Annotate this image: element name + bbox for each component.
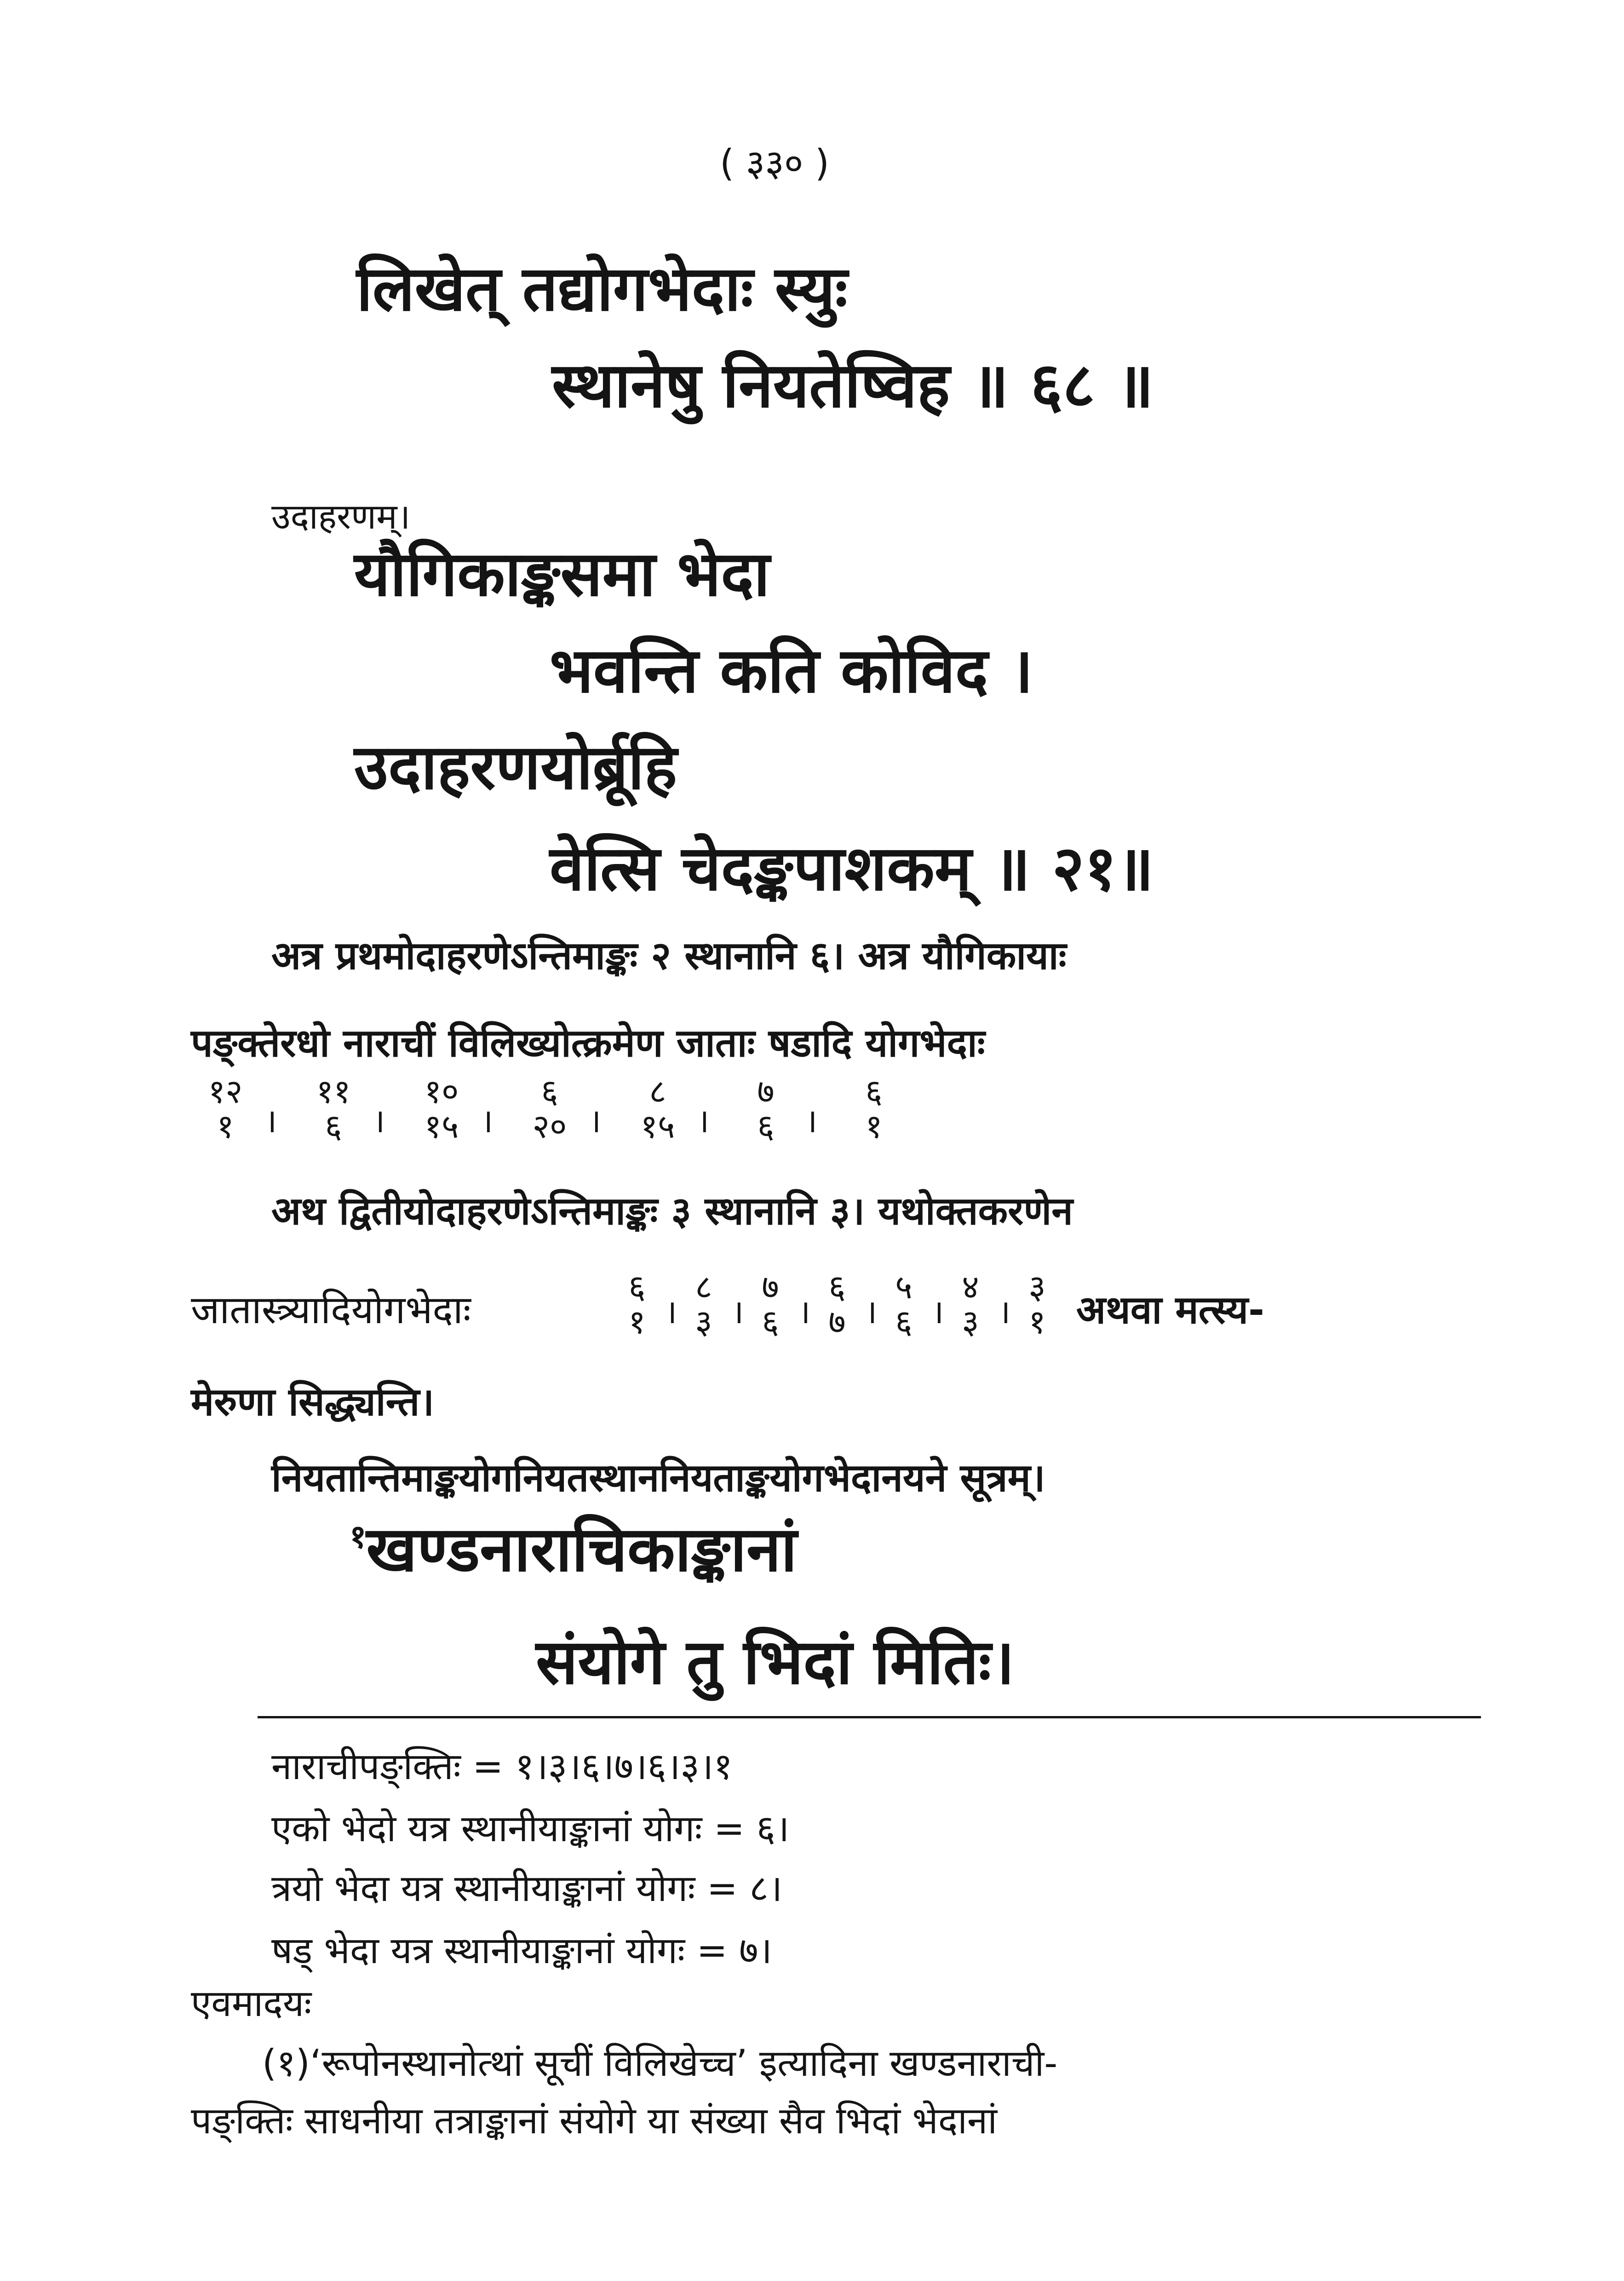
verse2-line4: वेत्सि चेदङ्कपाशकम् ॥ २१॥ [550, 832, 1154, 904]
fraction: ११ ६ [316, 1072, 351, 1146]
verse2-line2: भवन्ति कति कोविद । [550, 634, 1033, 707]
fraction: १० १५ [424, 1072, 459, 1146]
fraction: ६ १ [865, 1072, 883, 1146]
sutra-heading: नियतान्तिमाङ्कयोगनियतस्थाननियताङ्कयोगभेदानयने सूत्रम्। [271, 1455, 1045, 1500]
footnote-divider [258, 1716, 1481, 1718]
verse2-line1: यौगिकाङ्कसमा भेदा [354, 538, 770, 610]
fraction: ८ १५ [640, 1072, 675, 1146]
verse3-line1: $^१$खण्डनाराचिकाङ्कानां [350, 1513, 797, 1585]
para2-line1: अथ द्वितीयोदाहरणेऽन्तिमाङ्कः ३ स्थानानि ३। यथोक्तकरणेन [271, 1188, 1073, 1233]
notes-line5: एवमादयः [191, 1982, 312, 2025]
para1-line1: अत्र प्रथमोदाहरणेऽन्तिमाङ्कः २ स्थानानि ६। अत्र यौगिकायाः [271, 933, 1067, 978]
para1-line2: पङ्क्तेरधो नाराचीं विलिख्योत्क्रमेण जाताः षडादि योगभेदाः [191, 1020, 985, 1066]
fraction: ७ ६ [757, 1072, 775, 1146]
footnote-line2: पङ्क्तिः साधनीया तत्राङ्कानां संयोगे या संख्या सैव भिदां भेदानां [191, 2099, 998, 2142]
para2-line2-prefix: जातास्त्र्यादियोगभेदाः [191, 1287, 471, 1332]
fraction: ८ ३ [695, 1267, 712, 1341]
fraction: ३ १ [1028, 1267, 1046, 1341]
verse1-line1: लिखेत् तद्योगभेदाः स्युः [356, 253, 848, 325]
fraction: ६ ७ [828, 1267, 846, 1341]
page-number: ( ३३० ) [720, 142, 830, 184]
fraction: ४ ३ [962, 1267, 979, 1341]
fraction: ६ १ [628, 1267, 646, 1341]
fraction: ७ ६ [762, 1267, 779, 1341]
fraction: ५ ६ [895, 1267, 912, 1341]
notes-line3: त्रयो भेदा यत्र स्थानीयाङ्कानां योगः = ८। [271, 1867, 783, 1910]
notes-line1: नाराचीपङ्क्तिः = १।३।६।७।६।३।१ [271, 1745, 733, 1788]
example-label: उदाहरणम्। [271, 496, 411, 537]
footnote-marker: १ [350, 1518, 367, 1555]
verse1-line2: स्थानेषु नियतेष्विह ॥ ६८ ॥ [552, 349, 1154, 421]
fraction: १२ १ [208, 1072, 243, 1146]
para2-line3: मेरुणा सिद्ध्यन्ति। [191, 1379, 435, 1424]
notes-line2: एको भेदो यत्र स्थानीयाङ्कानां योगः = ६। [271, 1807, 790, 1850]
verse2-line3: उदाहरणयोर्ब्रूहि [354, 731, 677, 803]
notes-line4: षड् भेदा यत्र स्थानीयाङ्कानां योगः = ७। [271, 1929, 772, 1972]
fraction: ६ २० [532, 1072, 567, 1146]
para2-line2-suffix: अथवा मत्स्य- [1076, 1287, 1264, 1332]
verse3-line2: संयोगे तु भिदां मितिः। [536, 1626, 1015, 1698]
footnote-line1: (१)‘रूपोनस्थानोत्थां सूचीं विलिखेच्च’ इत्यादिना खण्डनाराची- [262, 2042, 1058, 2085]
